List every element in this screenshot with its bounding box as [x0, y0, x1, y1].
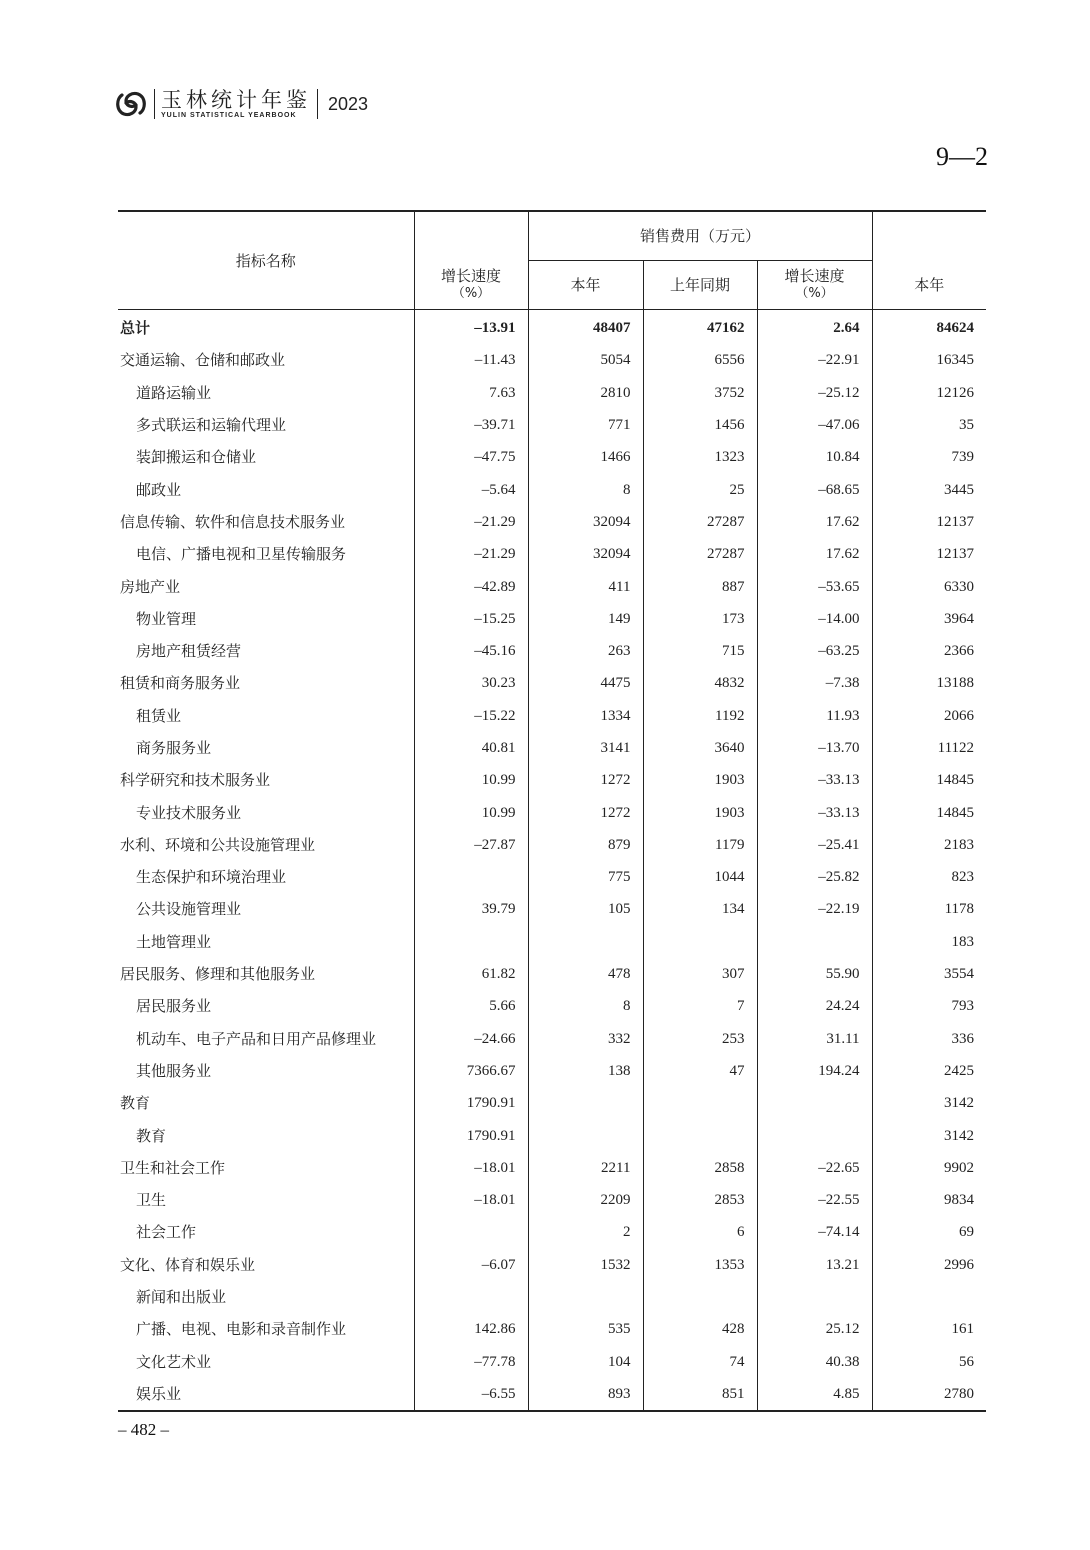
- cell-current-2: 336: [872, 1023, 986, 1055]
- cell-current-2: 69: [872, 1216, 986, 1248]
- cell-sales-current: 138: [528, 1055, 643, 1087]
- cell-sales-prior: [643, 1119, 757, 1151]
- cell-growth-1: 61.82: [414, 958, 528, 990]
- cell-growth-2: 11.93: [757, 700, 872, 732]
- cell-growth-1: –11.43: [414, 344, 528, 376]
- cell-growth-1: [414, 926, 528, 958]
- cell-growth-1: –24.66: [414, 1023, 528, 1055]
- cell-sales-current: 879: [528, 829, 643, 861]
- table-row: [118, 377, 986, 409]
- cell-growth-2: 10.84: [757, 441, 872, 473]
- table-row: [118, 732, 986, 764]
- row-label: 交通运输、仓储和邮政业: [120, 351, 286, 370]
- cell-sales-current: 2810: [528, 377, 643, 409]
- cell-growth-2: –25.82: [757, 861, 872, 893]
- table-row: [118, 570, 986, 602]
- cell-growth-2: –7.38: [757, 667, 872, 699]
- cell-sales-prior: 74: [643, 1346, 757, 1378]
- cell-growth-2: –63.25: [757, 635, 872, 667]
- cell-sales-prior: 1353: [643, 1249, 757, 1281]
- cell-sales-prior: 3640: [643, 732, 757, 764]
- cell-growth-2: –14.00: [757, 603, 872, 635]
- cell-growth-1: –5.64: [414, 473, 528, 505]
- table-row: [118, 1152, 986, 1184]
- cell-growth-2: 55.90: [757, 958, 872, 990]
- cell-current-2: 3142: [872, 1119, 986, 1151]
- cell-sales-prior: 851: [643, 1378, 757, 1411]
- cell-sales-current: 8: [528, 473, 643, 505]
- cell-current-2: 35: [872, 409, 986, 441]
- yearbook-year: 2023: [328, 94, 369, 114]
- table-row: [118, 796, 986, 828]
- row-label: 房地产租赁经营: [136, 642, 242, 661]
- cell-sales-prior: 27287: [643, 538, 757, 570]
- row-label: 社会工作: [136, 1223, 197, 1242]
- cell-sales-current: 105: [528, 893, 643, 925]
- cell-growth-2: [757, 926, 872, 958]
- table-row: [118, 441, 986, 473]
- cell-growth-2: 194.24: [757, 1055, 872, 1087]
- col-header-blank-right: [872, 211, 986, 261]
- cell-sales-prior: 1456: [643, 409, 757, 441]
- cell-current-2: 2066: [872, 700, 986, 732]
- cell-growth-2: 25.12: [757, 1313, 872, 1345]
- col-header-sales-group: 销售费用（万元）: [528, 211, 872, 261]
- table-row: [118, 1346, 986, 1378]
- cell-sales-current: [528, 1281, 643, 1313]
- cell-sales-current: 1272: [528, 796, 643, 828]
- cell-current-2: 3964: [872, 603, 986, 635]
- header-divider-2: [317, 89, 318, 119]
- cell-growth-2: –25.41: [757, 829, 872, 861]
- cell-growth-1: 1790.91: [414, 1119, 528, 1151]
- cell-growth-1: –15.22: [414, 700, 528, 732]
- table-row: [118, 506, 986, 538]
- cell-current-2: 9902: [872, 1152, 986, 1184]
- table-row: [118, 1184, 986, 1216]
- cell-sales-current: 2209: [528, 1184, 643, 1216]
- row-label: 专业技术服务业: [136, 803, 242, 822]
- cell-sales-prior: 47: [643, 1055, 757, 1087]
- cell-sales-current: 5054: [528, 344, 643, 376]
- cell-current-2: 739: [872, 441, 986, 473]
- cell-current-2: 3142: [872, 1087, 986, 1119]
- table-row: [118, 764, 986, 796]
- row-label: 文化、体育和娱乐业: [120, 1255, 256, 1274]
- cell-sales-current: 8: [528, 990, 643, 1022]
- table-number: 9—2: [936, 142, 988, 171]
- table-body: [118, 310, 986, 1412]
- cell-sales-prior: 307: [643, 958, 757, 990]
- cell-sales-current: 263: [528, 635, 643, 667]
- cell-sales-current: 32094: [528, 506, 643, 538]
- table-row: [118, 1023, 986, 1055]
- cell-sales-current: 893: [528, 1378, 643, 1411]
- cell-growth-1: 40.81: [414, 732, 528, 764]
- cell-growth-2: 40.38: [757, 1346, 872, 1378]
- cell-growth-1: 7366.67: [414, 1055, 528, 1087]
- cell-growth-2: –68.65: [757, 473, 872, 505]
- row-label: 娱乐业: [118, 1378, 414, 1411]
- cell-sales-prior: 1192: [643, 700, 757, 732]
- cell-sales-current: 149: [528, 603, 643, 635]
- row-label: 信息传输、软件和信息技术服务业: [120, 512, 346, 531]
- col-header-growth-1: [414, 261, 528, 310]
- table-row: [118, 344, 986, 376]
- cell-current-2: 14845: [872, 764, 986, 796]
- cell-sales-current: 775: [528, 861, 643, 893]
- cell-growth-2: –33.13: [757, 764, 872, 796]
- cell-current-2: 12137: [872, 506, 986, 538]
- cell-growth-1: –27.87: [414, 829, 528, 861]
- col-header-growth-1-unit: （%）: [451, 285, 491, 301]
- statistics-table: [118, 210, 986, 1412]
- cell-sales-prior: 3752: [643, 377, 757, 409]
- col-header-growth-2: [757, 261, 872, 310]
- cell-growth-1: –15.25: [414, 603, 528, 635]
- cell-sales-current: 332: [528, 1023, 643, 1055]
- row-label: 租赁业: [136, 706, 182, 725]
- header-title-block: [161, 89, 311, 120]
- cell-growth-1: 142.86: [414, 1313, 528, 1345]
- row-label: 多式联运和运输代理业: [136, 416, 287, 435]
- col-header-growth-1-label: 增长速度: [440, 266, 501, 285]
- cell-growth-2: 13.21: [757, 1249, 872, 1281]
- row-label: 土地管理业: [136, 932, 212, 951]
- table-row: [118, 1378, 986, 1411]
- cell-growth-2: 4.85: [757, 1378, 872, 1411]
- col-header-name: 指标名称: [118, 211, 414, 310]
- cell-growth-2: –53.65: [757, 570, 872, 602]
- cell-current-2: 11122: [872, 732, 986, 764]
- cell-current-2: 183: [872, 926, 986, 958]
- row-label: 教育: [136, 1126, 167, 1145]
- table-row: [118, 1313, 986, 1345]
- table-row: [118, 1055, 986, 1087]
- cell-current-2: 12137: [872, 538, 986, 570]
- row-label: 水利、环境和公共设施管理业: [120, 835, 316, 854]
- table-row: [118, 473, 986, 505]
- cell-sales-current: 2: [528, 1216, 643, 1248]
- cell-sales-prior: [643, 1087, 757, 1119]
- cell-growth-2: –22.91: [757, 344, 872, 376]
- cell-sales-current: 535: [528, 1313, 643, 1345]
- table-row: [118, 635, 986, 667]
- cell-current-2: 823: [872, 861, 986, 893]
- cell-sales-prior: 6556: [643, 344, 757, 376]
- cell-growth-1: –77.78: [414, 1346, 528, 1378]
- col-header-prior-year: 上年同期: [643, 261, 757, 310]
- cell-sales-prior: 428: [643, 1313, 757, 1345]
- table-row: [118, 538, 986, 570]
- cell-sales-prior: 6: [643, 1216, 757, 1248]
- table-row: [118, 893, 986, 925]
- cell-current-2: 13188: [872, 667, 986, 699]
- table-row: [118, 1281, 986, 1313]
- cell-sales-current: [528, 1087, 643, 1119]
- cell-current-2: 2996: [872, 1249, 986, 1281]
- row-label: 商务服务业: [136, 739, 212, 757]
- cell-growth-2: 2.64: [757, 310, 872, 345]
- cell-growth-1: –6.07: [414, 1249, 528, 1281]
- cell-sales-current: 4475: [528, 667, 643, 699]
- table-row: [118, 926, 986, 958]
- cell-current-2: 84624: [872, 310, 986, 345]
- cell-current-2: 3445: [872, 473, 986, 505]
- cell-current-2: 2366: [872, 635, 986, 667]
- row-label: 其他服务业: [136, 1061, 212, 1080]
- cell-sales-current: 2211: [528, 1152, 643, 1184]
- row-label: 机动车、电子产品和日用产品修理业: [136, 1029, 377, 1048]
- cell-growth-1: –21.29: [414, 538, 528, 570]
- cell-current-2: 6330: [872, 570, 986, 602]
- col-header-blank-left: [414, 211, 528, 261]
- cell-growth-2: 31.11: [757, 1023, 872, 1055]
- header-divider: [154, 89, 155, 119]
- cell-sales-current: 104: [528, 1346, 643, 1378]
- cell-growth-2: –22.19: [757, 893, 872, 925]
- cell-growth-2: 17.62: [757, 538, 872, 570]
- table-row: [118, 310, 986, 345]
- cell-current-2: 2780: [872, 1378, 986, 1411]
- cell-sales-current: 1466: [528, 441, 643, 473]
- row-label: 装卸搬运和仓储业: [136, 448, 257, 467]
- cell-growth-1: 30.23: [414, 667, 528, 699]
- cell-growth-2: 24.24: [757, 990, 872, 1022]
- yearbook-logo-icon: [114, 89, 148, 119]
- row-label: 居民服务业: [136, 997, 212, 1016]
- cell-sales-prior: 2858: [643, 1152, 757, 1184]
- cell-growth-1: –18.01: [414, 1184, 528, 1216]
- cell-growth-2: –74.14: [757, 1216, 872, 1248]
- cell-growth-1: –21.29: [414, 506, 528, 538]
- cell-growth-1: 7.63: [414, 377, 528, 409]
- cell-current-2: 56: [872, 1346, 986, 1378]
- yearbook-header: [114, 86, 368, 122]
- cell-growth-1: [414, 1281, 528, 1313]
- cell-sales-current: 771: [528, 409, 643, 441]
- row-label: 邮政业: [136, 480, 182, 499]
- cell-sales-prior: 253: [643, 1023, 757, 1055]
- cell-growth-2: –13.70: [757, 732, 872, 764]
- cell-sales-prior: 7: [643, 990, 757, 1022]
- table-row: [118, 409, 986, 441]
- cell-current-2: 3554: [872, 958, 986, 990]
- cell-sales-current: 1334: [528, 700, 643, 732]
- cell-growth-1: [414, 1216, 528, 1248]
- cell-growth-2: [757, 1087, 872, 1119]
- cell-growth-1: 39.79: [414, 893, 528, 925]
- cell-growth-1: 10.99: [414, 796, 528, 828]
- cell-sales-prior: 715: [643, 635, 757, 667]
- table-row: [118, 700, 986, 732]
- table-row: [118, 667, 986, 699]
- table-row: [118, 990, 986, 1022]
- cell-sales-prior: 27287: [643, 506, 757, 538]
- cell-sales-prior: 134: [643, 893, 757, 925]
- row-label: 文化艺术业: [136, 1352, 212, 1371]
- cell-current-2: 2183: [872, 829, 986, 861]
- cell-current-2: 161: [872, 1313, 986, 1345]
- row-label: 房地产业: [120, 577, 181, 596]
- row-label: 电信、广播电视和卫星传输服务: [136, 545, 347, 564]
- table-row: [118, 1087, 986, 1119]
- cell-sales-prior: 4832: [643, 667, 757, 699]
- cell-sales-prior: 25: [643, 473, 757, 505]
- cell-sales-current: 48407: [528, 310, 643, 345]
- row-label: 居民服务、修理和其他服务业: [120, 965, 316, 984]
- cell-growth-2: 17.62: [757, 506, 872, 538]
- cell-growth-1: –47.75: [414, 441, 528, 473]
- cell-sales-prior: 2853: [643, 1184, 757, 1216]
- cell-sales-current: [528, 1119, 643, 1151]
- cell-sales-current: [528, 926, 643, 958]
- yearbook-title-cn: 玉林统计年鉴: [161, 87, 311, 112]
- cell-current-2: 14845: [872, 796, 986, 828]
- row-label: 科学研究和技术服务业: [120, 771, 271, 790]
- cell-growth-1: –13.91: [414, 310, 528, 345]
- cell-growth-2: –47.06: [757, 409, 872, 441]
- cell-sales-prior: [643, 1281, 757, 1313]
- row-label: 卫生和社会工作: [120, 1158, 226, 1177]
- row-label: 广播、电视、电影和录音制作业: [136, 1320, 347, 1339]
- cell-current-2: 12126: [872, 377, 986, 409]
- cell-current-2: 9834: [872, 1184, 986, 1216]
- cell-growth-2: –22.65: [757, 1152, 872, 1184]
- cell-current-2: 16345: [872, 344, 986, 376]
- cell-growth-2: [757, 1119, 872, 1151]
- col-header-current-year-2: 本年: [872, 261, 986, 310]
- cell-sales-prior: [643, 926, 757, 958]
- cell-growth-1: –39.71: [414, 409, 528, 441]
- row-label: 卫生: [136, 1191, 167, 1210]
- row-label: 总计: [120, 319, 151, 338]
- cell-sales-prior: 1903: [643, 764, 757, 796]
- cell-sales-current: 1532: [528, 1249, 643, 1281]
- cell-growth-2: –25.12: [757, 377, 872, 409]
- page-number: – 482 –: [118, 1420, 169, 1439]
- cell-growth-2: –22.55: [757, 1184, 872, 1216]
- row-label: 教育: [120, 1094, 151, 1113]
- col-header-growth-2-unit: （%）: [795, 286, 834, 301]
- row-label: 公共设施管理业: [136, 900, 242, 919]
- col-header-current-year: 本年: [528, 261, 643, 310]
- cell-growth-1: [414, 861, 528, 893]
- cell-growth-1: –18.01: [414, 1152, 528, 1184]
- cell-sales-prior: 887: [643, 570, 757, 602]
- table-row: [118, 603, 986, 635]
- cell-sales-prior: 1903: [643, 796, 757, 828]
- cell-current-2: 1178: [872, 893, 986, 925]
- cell-sales-current: 411: [528, 570, 643, 602]
- cell-growth-1: –6.55: [414, 1378, 528, 1411]
- cell-sales-current: 32094: [528, 538, 643, 570]
- table-row: [118, 1216, 986, 1248]
- row-label: 租赁和商务服务业: [120, 674, 241, 693]
- cell-growth-1: –42.89: [414, 570, 528, 602]
- cell-current-2: 2425: [872, 1055, 986, 1087]
- cell-growth-2: [757, 1281, 872, 1313]
- table-header: [118, 211, 986, 310]
- cell-growth-2: –33.13: [757, 796, 872, 828]
- cell-sales-current: 478: [528, 958, 643, 990]
- table-row: [118, 958, 986, 990]
- cell-growth-1: 1790.91: [414, 1087, 528, 1119]
- row-label: 物业管理: [136, 609, 197, 628]
- table-row: [118, 829, 986, 861]
- row-label: 道路运输业: [136, 383, 212, 402]
- row-label: 生态保护和环境治理业: [136, 868, 287, 887]
- cell-sales-prior: 1044: [643, 861, 757, 893]
- table-row: [118, 1119, 986, 1151]
- cell-growth-1: 10.99: [414, 764, 528, 796]
- row-label: 新闻和出版业: [136, 1288, 227, 1307]
- table-row: [118, 861, 986, 893]
- cell-sales-prior: 173: [643, 603, 757, 635]
- col-header-growth-2-label: 增长速度: [784, 267, 845, 285]
- cell-growth-1: 5.66: [414, 990, 528, 1022]
- cell-sales-current: 3141: [528, 732, 643, 764]
- cell-sales-current: 1272: [528, 764, 643, 796]
- cell-growth-1: –45.16: [414, 635, 528, 667]
- cell-current-2: [872, 1281, 986, 1313]
- table-row: [118, 1249, 986, 1281]
- cell-sales-prior: 1323: [643, 441, 757, 473]
- cell-sales-prior: 47162: [643, 310, 757, 345]
- cell-current-2: 793: [872, 990, 986, 1022]
- yearbook-title-en: YULIN STATISTICAL YEARBOOK: [161, 111, 297, 119]
- cell-sales-prior: 1179: [643, 829, 757, 861]
